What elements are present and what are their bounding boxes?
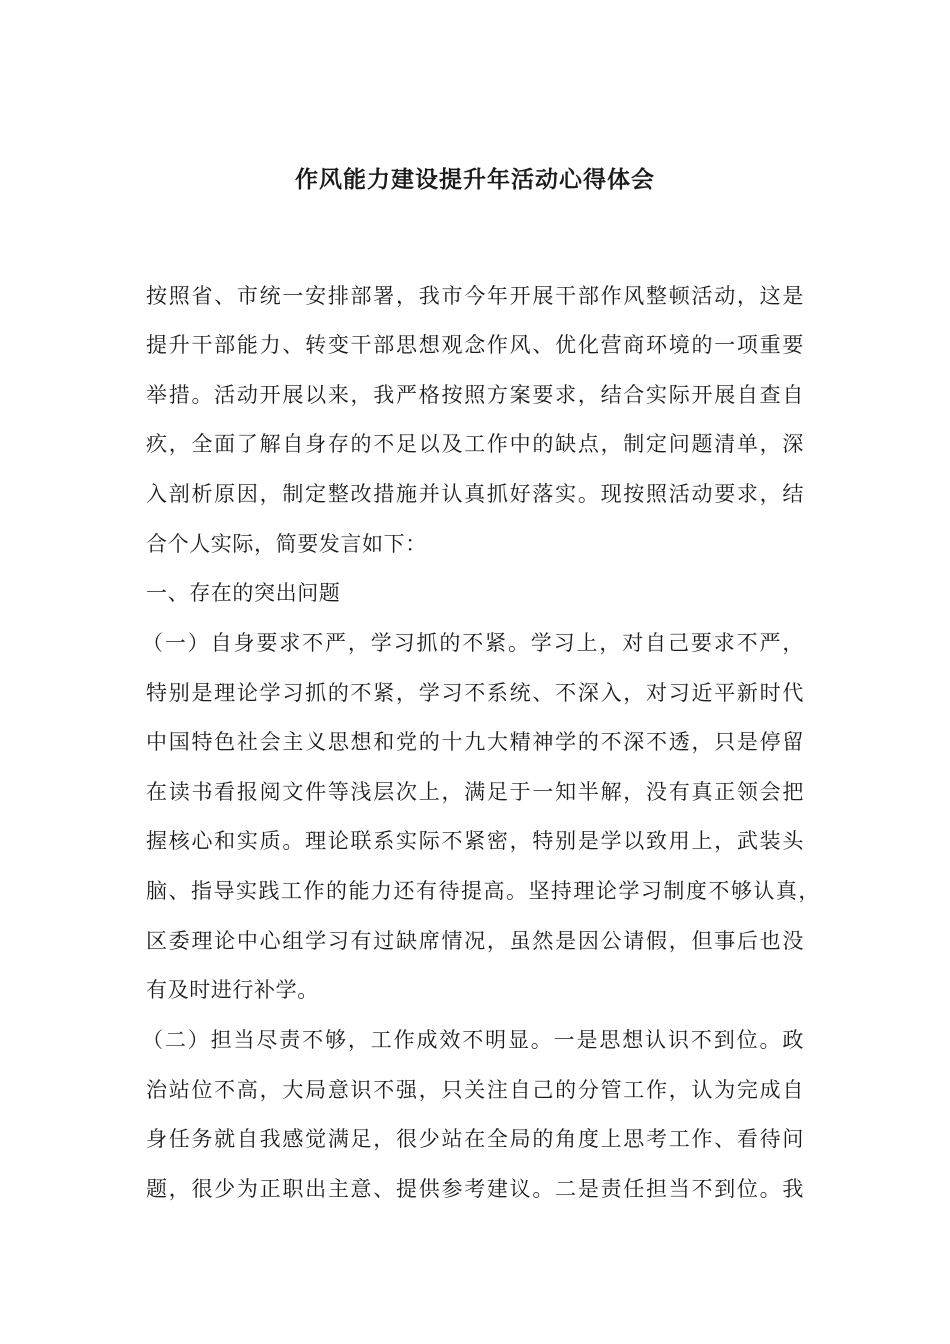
body-line: 区委理论中心组学习有过缺席情况，虽然是因公请假，但事后也没 xyxy=(146,929,804,953)
body-line: 提升干部能力、转变干部思想观念作风、优化营商环境的一项重要 xyxy=(146,333,804,357)
body-line: 中国特色社会主义思想和党的十九大精神学的不深不透，只是停留 xyxy=(146,730,804,754)
body-line: 特别是理论学习抓的不紧，学习不系统、不深入，对习近平新时代 xyxy=(146,681,804,705)
body-line: 按照省、市统一安排部署，我市今年开展干部作风整顿活动，这是 xyxy=(146,284,804,308)
body-line: 握核心和实质。理论联系实际不紧密，特别是学以致用上，武装头 xyxy=(146,829,804,853)
body-line: 题，很少为正职出主意、提供参考建议。二是责任担当不到位。我 xyxy=(146,1177,804,1201)
body-line: 举措。活动开展以来，我严格按照方案要求，结合实际开展自查自 xyxy=(146,383,804,407)
body-line: 身任务就自我感觉满足，很少站在全局的角度上思考工作、看待问 xyxy=(146,1127,804,1151)
body-line: 治站位不高，大局意识不强，只关注自己的分管工作，认为完成自 xyxy=(146,1078,804,1102)
document-title: 作风能力建设提升年活动心得体会 xyxy=(295,166,655,193)
body-line: 疚，全面了解自身存的不足以及工作中的缺点，制定问题清单，深 xyxy=(146,432,804,456)
body-line: 在读书看报阅文件等浅层次上，满足于一知半解，没有真正领会把 xyxy=(146,780,804,804)
body-line: 脑、指导实践工作的能力还有待提高。坚持理论学习制度不够认真， xyxy=(146,879,820,903)
body-line: 有及时进行补学。 xyxy=(146,978,319,1002)
section-heading: 一、存在的突出问题 xyxy=(146,581,341,605)
body-line: 合个人实际，简要发言如下： xyxy=(146,532,427,556)
subsection-heading: （一）自身要求不严，学习抓的不紧。学习上，对自己要求不严， xyxy=(142,631,804,655)
body-line: 入剖析原因，制定整改措施并认真抓好落实。现按照活动要求，结 xyxy=(146,482,804,506)
subsection-heading: （二）担当尽责不够，工作成效不明显。一是思想认识不到位。政 xyxy=(142,1028,804,1052)
